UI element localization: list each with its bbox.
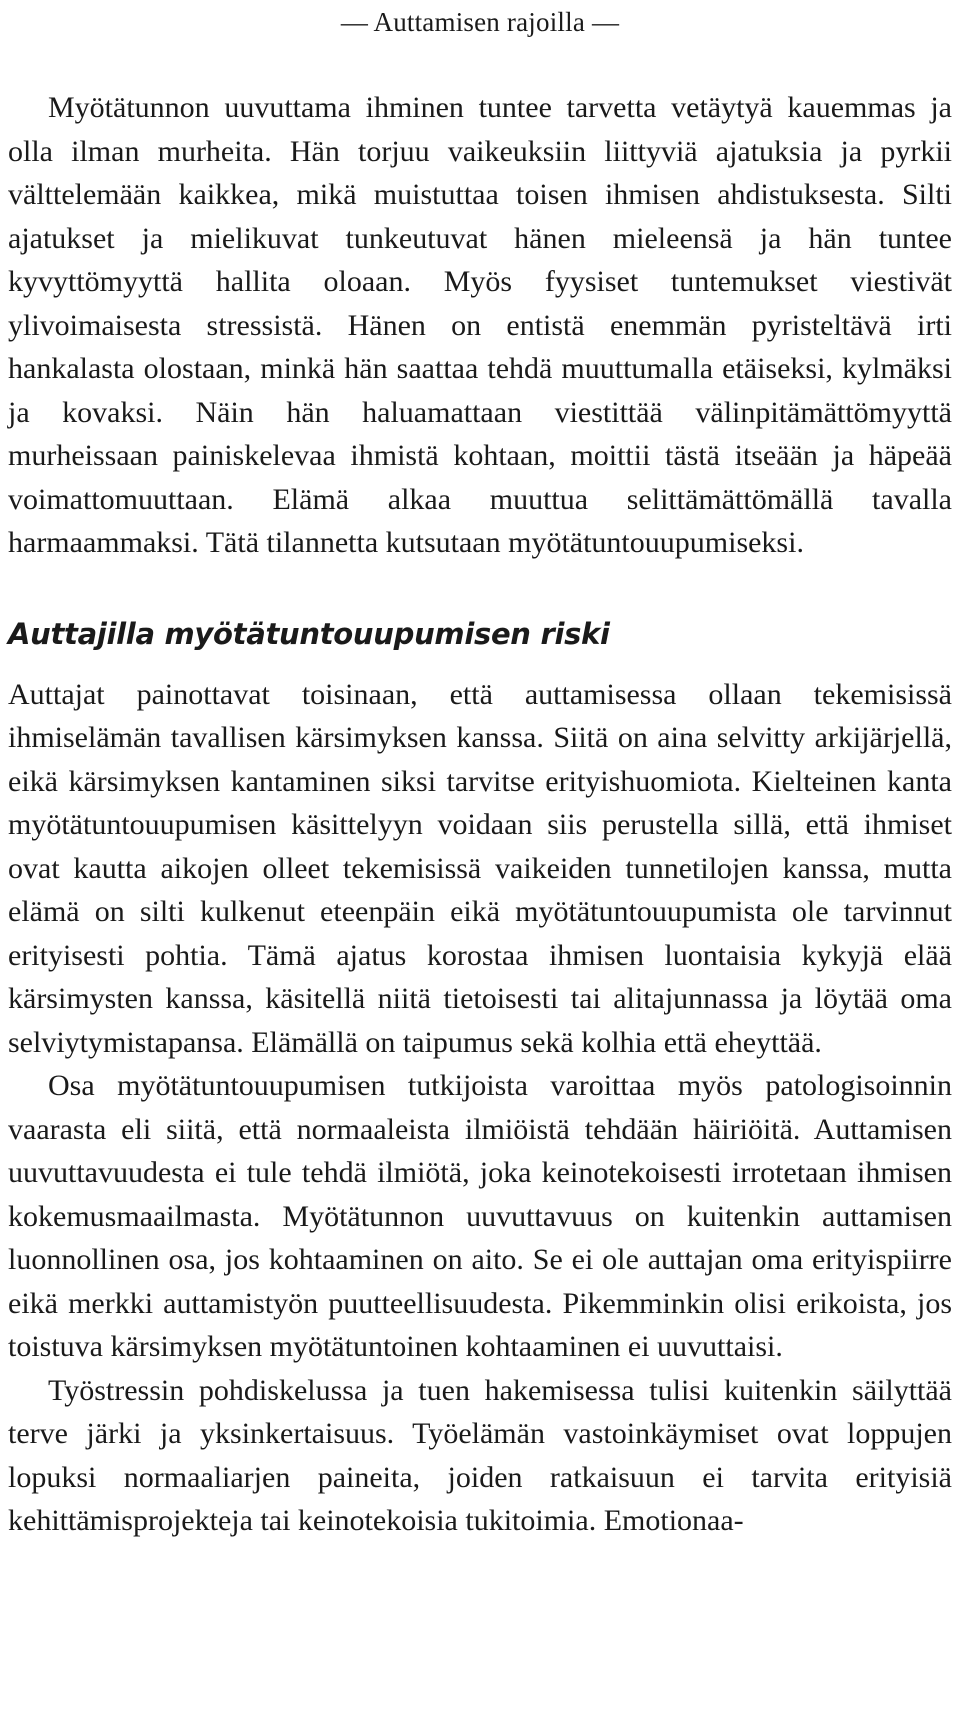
paragraph: Osa myötätuntouupumisen tutkijoista varoittaa myös patologisoinnin vaarasta eli siitä, että normaaleista ilmiöistä tehdään häiriöitä. Auttamisen uuvuttavuudesta ei tule tehdä ilmiötä, joka keinotekoisesti irrotetaan ihmisen kokemusmaailmasta. Myötätunnon uuvuttavuus on kuitenkin auttamisen luonnollinen osa, jos kohtaaminen on aito. Se ei ole auttajan oma erityispiirre eikä merkki auttamistyön puutteellisuudesta. Pikemminkin olisi erikoista, jos toistuva kärsimyksen myötätuntoinen kohtaaminen ei uuvuttaisi. <box>8 1069 952 1363</box>
running-head: — Auttamisen rajoilla — <box>340 7 620 37</box>
paragraph: Työstressin pohdiskelussa ja tuen hakemisessa tulisi kuitenkin säilyttää terve järki ja yksinkertaisuus. Työelämän vastoinkäymiset ovat loppujen lopuksi normaaliarjen paineita, joiden ratkaisuun ei tarvita erityisiä kehittämisprojekteja tai keinotekoisia tukitoimia. Emotionaa- <box>8 1373 952 1537</box>
paragraph: Auttajat painottavat toisinaan, että auttamisessa ollaan tekemisissä ihmiselämän tavallisen kärsimyksen kanssa. Siitä on aina selvitty arkijärjellä, eikä kärsimyksen kantaminen siksi tarvitse erityishuomiota. Kielteinen kanta myötätuntouupumisen käsittelyyn voidaan siis perustella sillä, että ihmiset ovat kautta aikojen olleet tekemisissä vaikeiden tunnetilojen kanssa, mutta elämä on silti kulkenut eteenpäin eikä myötätuntouupumista ole tarvinnut erityisesti pohtia. Tämä ajatus korostaa ihmisen luontaisia kykyjä elää kärsimysten kanssa, käsitellä niitä tietoisesti tai alitajunnassa ja löytää oma selviytymistapansa. Elämällä on taipumus sekä kolhia että eheyttää. <box>8 677 952 1059</box>
paragraph: Myötätunnon uuvuttama ihminen tuntee tarvetta vetäytyä kauemmas ja olla ilman murheita. Hän torjuu vaikeuksiin liittyviä ajatuksia ja pyrkii välttelemään kaikkea, mikä muistuttaa toisen ihmisen ahdistuksesta. Silti ajatukset ja mielikuvat tunkeutuvat hänen mieleensä ja hän tuntee kyvyttömyyttä hallita oloaan. Myös fyysiset tuntemukset viestivät ylivoimaisesta stressistä. Hänen on entistä enemmän pyristeltävä irti hankalasta olostaan, minkä hän saattaa tehdä muuttumalla etäiseksi, kylmäksi ja kovaksi. Näin hän haluamattaan viestittää välinpitämättömyyttä murheissaan painiskelevaa ihmistä kohtaan, moittii tästä itseään ja häpeää voimattomuuttaan. Elämä alkaa muuttua selittämättömällä tavalla harmaammaksi. Tätä tilannetta kutsutaan myötätuntouupumiseksi. <box>8 91 952 559</box>
section-heading: Auttajilla myötätuntouupumisen riski <box>8 616 610 651</box>
book-page <box>8 0 952 1543</box>
